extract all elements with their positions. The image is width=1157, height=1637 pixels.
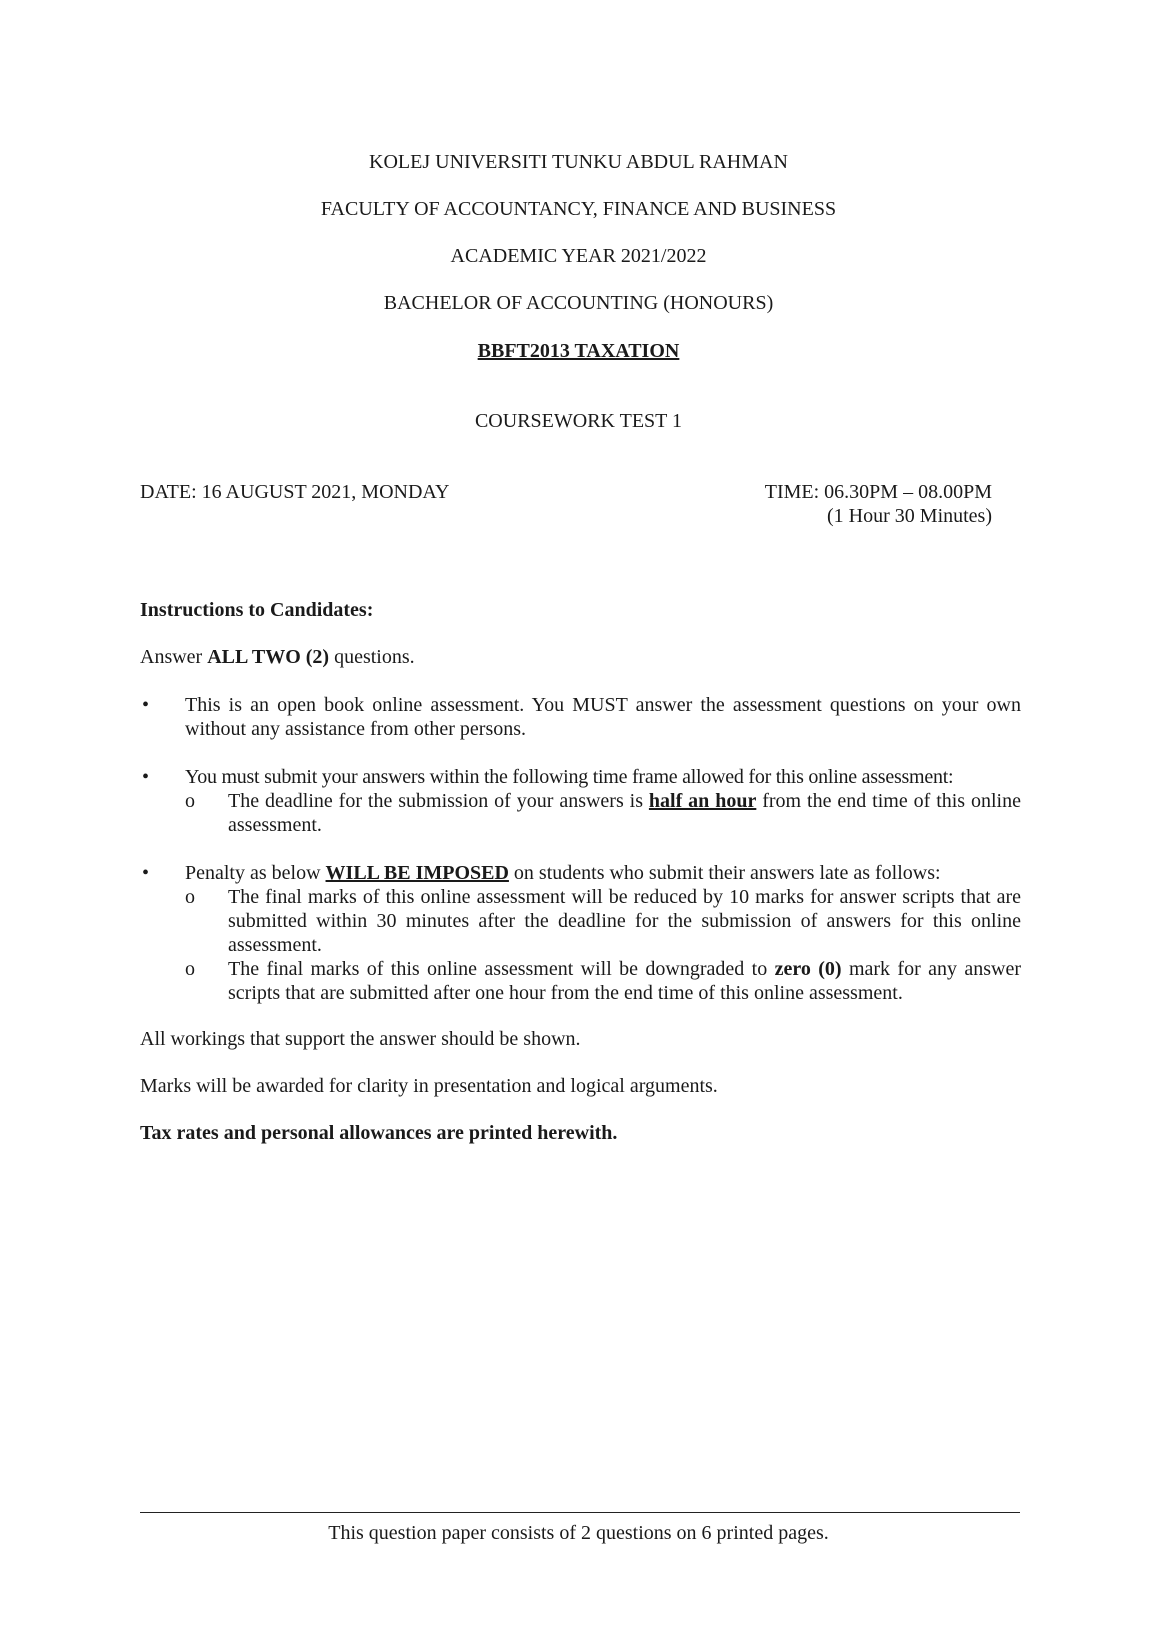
exam-duration: (1 Hour 30 Minutes)	[827, 505, 992, 527]
marks-note: Marks will be awarded for clarity in presentation and logical arguments.	[140, 1075, 718, 1097]
bullet-icon: •	[142, 862, 150, 884]
sub-bullet-deadline: The deadline for the submission of your answers is half an hour from the end time of this online assessment.	[228, 790, 1021, 836]
exam-time: TIME: 06.30PM – 08.00PM	[764, 481, 992, 503]
sub-bullet-zero-marks: The final marks of this online assessment will be downgraded to zero (0) mark for any answer scripts that are submitted after one hour from the end time of this online assessment.	[228, 958, 1021, 1004]
academic-year: ACADEMIC YEAR 2021/2022	[450, 245, 707, 267]
course-title: BBFT2013 TAXATION	[477, 340, 680, 362]
tax-rates-note: Tax rates and personal allowances are printed herewith.	[140, 1122, 618, 1144]
footer-note: This question paper consists of 2 questions on 6 printed pages.	[328, 1522, 829, 1544]
instructions-heading: Instructions to Candidates:	[140, 599, 374, 621]
workings-note: All workings that support the answer should be shown.	[140, 1028, 581, 1050]
sub-bullet-reduced-marks: The final marks of this online assessment will be reduced by 10 marks for answer scripts that are submitted within 30 minutes after the deadline for the submission of answers for this online assessment.	[228, 886, 1021, 956]
bullet-penalty: Penalty as below WILL BE IMPOSED on students who submit their answers late as follows:	[185, 862, 941, 884]
sub-bullet-icon: o	[185, 958, 195, 980]
bullet-icon: •	[142, 694, 150, 716]
footer-divider	[140, 1512, 1020, 1513]
institution-name: KOLEJ UNIVERSITI TUNKU ABDUL RAHMAN	[369, 151, 788, 173]
faculty-name: FACULTY OF ACCOUNTANCY, FINANCE AND BUSINESS	[320, 198, 837, 220]
bullet-submission-timeframe: You must submit your answers within the following time frame allowed for this online assessment:	[185, 766, 954, 788]
test-title: COURSEWORK TEST 1	[474, 410, 683, 432]
bullet-icon: •	[142, 766, 150, 788]
bullet-open-book: This is an open book online assessment. You MUST answer the assessment questions on your own without any assistance from other persons.	[185, 694, 1021, 740]
sub-bullet-icon: o	[185, 886, 195, 908]
sub-bullet-icon: o	[185, 790, 195, 812]
programme-name: BACHELOR OF ACCOUNTING (HONOURS)	[383, 292, 774, 314]
answer-instruction: Answer ALL TWO (2) questions.	[140, 646, 415, 668]
exam-date: DATE: 16 AUGUST 2021, MONDAY	[140, 481, 450, 503]
